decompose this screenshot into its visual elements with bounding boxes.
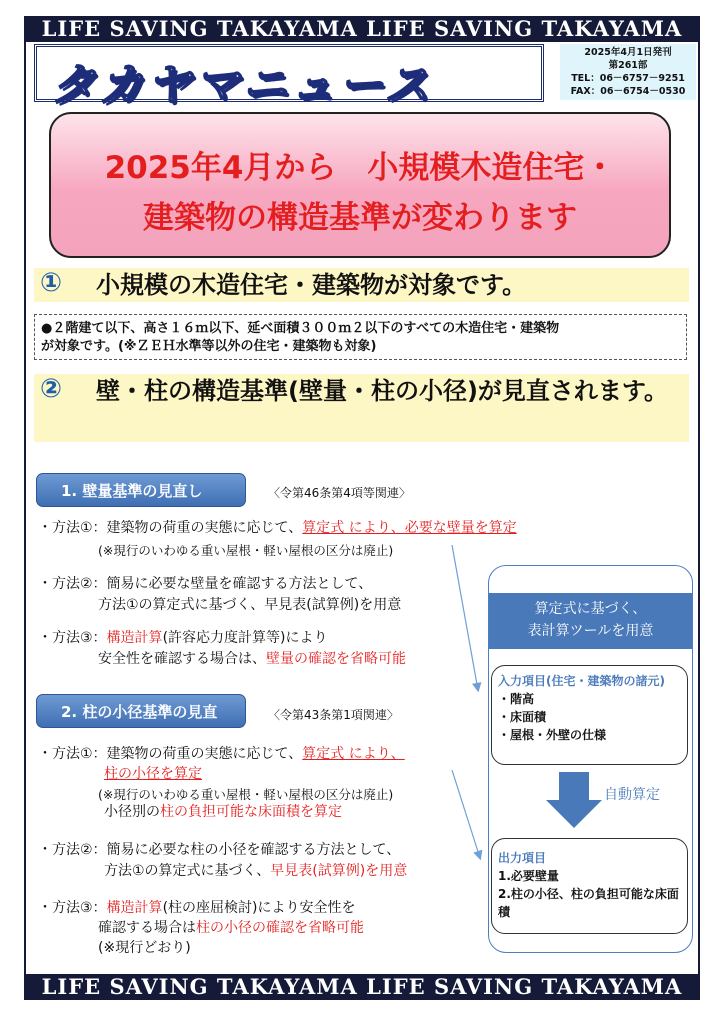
column-method-2: ・方法②：簡易に必要な柱の小径を確認する方法として、 (38, 842, 401, 858)
wall-method-3-text-b: (許容応力度計算等)により (162, 630, 328, 646)
column-review-label: 2. 柱の小径基準の見直 (36, 694, 246, 728)
wall-method-1-note: (※現行のいわゆる重い屋根・軽い屋根の区分は廃止) (98, 543, 394, 558)
wall-to-tool-arrow (452, 545, 478, 690)
wall-method-3-text: ・方法③： (38, 630, 107, 646)
section-2-title: 壁・柱の構造基準(壁量・柱の小径)が見直されます。 (96, 377, 669, 405)
issue-number: 第261部 (608, 60, 648, 71)
column-to-tool-arrow (452, 770, 480, 858)
tool-panel-header-line-2: 表計算ツールを用意 (527, 623, 654, 639)
column-method-3-highlight: 構造計算 (106, 900, 163, 916)
input-item: ・床面積 (498, 710, 547, 724)
column-review-reference: 〈令第43条第1項関連〉 (268, 708, 399, 722)
column-method-3-detail-highlight: 柱の小径の確認を省略可能 (196, 920, 364, 936)
section-1-title: 小規模の木造住宅・建築物が対象です。 (96, 271, 527, 299)
column-method-3-note: (※現行どおり) (98, 940, 191, 956)
column-method-1-text-c: 小径別の (104, 804, 160, 820)
column-method-3-detail-text: 確認する場合は (98, 920, 196, 936)
target-note-line-1: ●２階建て以下、高さ１６ｍ以下、延べ面積３００ｍ２以下のすべての木造住宅・建築物 (41, 321, 560, 336)
column-method-3-text-b: (柱の座屈検討)により安全性を (162, 900, 356, 916)
wall-method-2-detail: 方法①の算定式に基づく、早見表(試算例)を用意 (98, 597, 402, 613)
input-item: ・階高 (498, 692, 535, 706)
issue-date: 2025年4月1日発刊 (584, 47, 672, 58)
auto-calc-label: 自動算定 (604, 787, 660, 803)
output-item: 2.柱の小径、柱の負担可能な床面積 (498, 887, 679, 919)
section-2-number: ② (40, 374, 63, 404)
bottom-banner: LIFE SAVING TAKAYAMA LIFE SAVING TAKAYAMA (24, 974, 700, 1000)
output-item: 1.必要壁量 (498, 869, 559, 883)
tool-panel-header-line-1: 算定式に基づく、 (534, 601, 647, 617)
logo-text: タカヤマニュース (51, 60, 433, 111)
headline-line-1: 2025年4月から 小規模木造住宅・ (104, 150, 616, 186)
column-method-1-highlight-3: 柱の負担可能な床面積を算定 (160, 804, 342, 820)
column-method-1-highlight-2: 柱の小径を算定 (104, 766, 202, 782)
headline-line-2: 建築物の構造基準が変わります (143, 200, 577, 236)
section-1-number: ① (40, 268, 63, 298)
input-items-title: 入力項目(住宅・建築物の諸元) (498, 674, 665, 688)
wall-review-label: 1. 壁量基準の見直し (36, 473, 246, 507)
wall-method-3-highlight: 構造計算 (106, 630, 163, 646)
output-items-title: 出力項目 (498, 851, 547, 865)
wall-method-3-detail-highlight: 壁量の確認を省略可能 (266, 651, 406, 667)
wall-method-2: ・方法②：簡易に必要な壁量を確認する方法として、 (38, 576, 373, 592)
column-method-1-text: ・方法①：建築物の荷重の実態に応じて、 (38, 746, 303, 762)
wall-method-1-highlight: 算定式 により、必要な壁量を算定 (302, 520, 517, 536)
column-method-1-highlight: 算定式 により、 (302, 746, 405, 762)
wall-review-reference: 〈令第46条第4項等関連〉 (268, 486, 411, 500)
down-arrow-icon (546, 772, 602, 828)
issue-tel: TEL：06－6757－9251 (571, 73, 685, 84)
column-method-2-detail-text: 方法①の算定式に基づく、 (104, 863, 271, 879)
input-item: ・屋根・外壁の仕様 (498, 728, 607, 742)
column-method-2-highlight: 早見表(試算例)を用意 (270, 863, 408, 879)
wall-method-1-text: ・方法①：建築物の荷重の実態に応じて、 (38, 520, 303, 536)
issue-fax: FAX：06－6754－0530 (570, 86, 686, 97)
column-method-3-text: ・方法③： (38, 900, 107, 916)
target-note-line-2: が対象です。(※ＺＥＨ水準等以外の住宅・建築物も対象) (41, 339, 377, 354)
top-banner: LIFE SAVING TAKAYAMA LIFE SAVING TAKAYAMA (24, 16, 700, 42)
wall-method-3-detail-text: 安全性を確認する場合は、 (98, 651, 266, 667)
column-method-1-note: (※現行のいわゆる重い屋根・軽い屋根の区分は廃止) (98, 787, 394, 802)
